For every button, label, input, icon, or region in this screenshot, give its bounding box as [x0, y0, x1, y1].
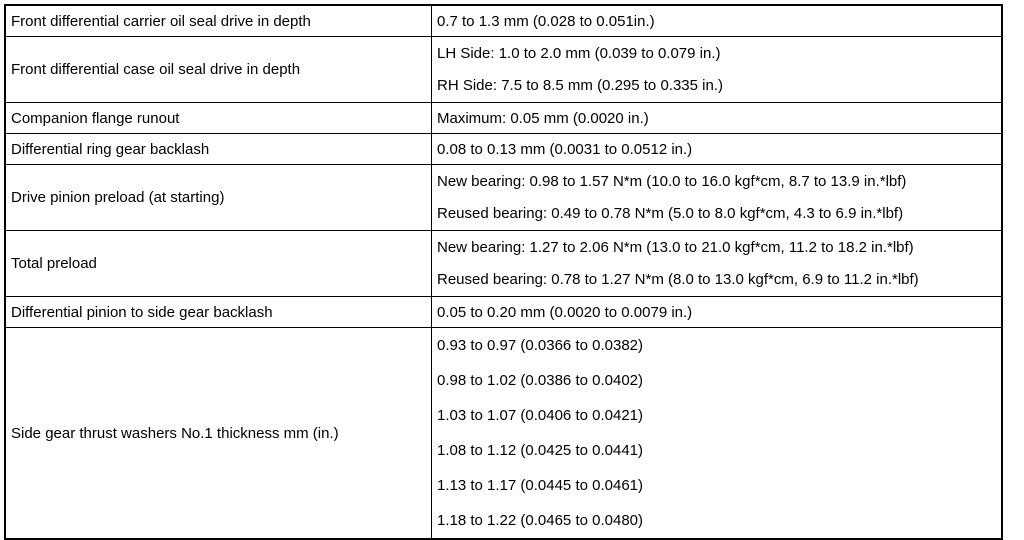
spec-value-cell — [432, 231, 1003, 297]
spec-value-cell — [432, 297, 1003, 328]
spec-value: 0.08 to 0.13 mm (0.0031 to 0.0512 in.) — [437, 140, 693, 158]
spec-value: 0.05 to 0.20 mm (0.0020 to 0.0079 in.) — [437, 303, 693, 321]
spec-value: Reused bearing: 0.78 to 1.27 N*m (8.0 to 13.0 kgf*cm, 6.9 to 11.2 in.*lbf) — [437, 271, 919, 288]
spec-value: 1.13 to 1.17 (0.0445 to 0.0461) — [437, 477, 643, 494]
spec-label: Drive pinion preload (at starting) — [5, 165, 432, 231]
table-row — [5, 103, 1002, 134]
spec-value: 1.08 to 1.12 (0.0425 to 0.0441) — [437, 442, 643, 459]
table-row — [5, 328, 1002, 540]
spec-value: 1.18 to 1.22 (0.0465 to 0.0480) — [437, 512, 643, 529]
spec-value: LH Side: 1.0 to 2.0 mm (0.039 to 0.079 in.) — [437, 45, 721, 62]
spec-value: Maximum: 0.05 mm (0.0020 in.) — [437, 109, 649, 127]
table-row — [5, 37, 1002, 103]
spec-value: 1.03 to 1.07 (0.0406 to 0.0421) — [437, 407, 643, 424]
spec-label: Front differential carrier oil seal drive in depth — [5, 5, 432, 37]
table-row — [5, 134, 1002, 165]
spec-label: Side gear thrust washers No.1 thickness mm (in.) — [5, 328, 432, 540]
spec-value: 0.98 to 1.02 (0.0386 to 0.0402) — [437, 372, 643, 389]
spec-label: Differential ring gear backlash — [5, 134, 432, 165]
spec-value: 0.93 to 0.97 (0.0366 to 0.0382) — [437, 337, 643, 354]
table-row — [5, 5, 1002, 37]
table-row — [5, 231, 1002, 297]
spec-table — [4, 4, 1003, 540]
table-row — [5, 165, 1002, 231]
spec-value: New bearing: 1.27 to 2.06 N*m (13.0 to 21.0 kgf*cm, 11.2 to 18.2 in.*lbf) — [437, 239, 914, 256]
spec-value-cell — [432, 103, 1003, 134]
spec-value-cell — [432, 134, 1003, 165]
spec-label: Differential pinion to side gear backlash — [5, 297, 432, 328]
spec-value: Reused bearing: 0.49 to 0.78 N*m (5.0 to 8.0 kgf*cm, 4.3 to 6.9 in.*lbf) — [437, 205, 904, 222]
table-row — [5, 297, 1002, 328]
spec-value-cell — [432, 5, 1003, 37]
spec-label: Front differential case oil seal drive in depth — [5, 37, 432, 103]
spec-label: Total preload — [5, 231, 432, 297]
spec-value: RH Side: 7.5 to 8.5 mm (0.295 to 0.335 in.) — [437, 77, 723, 94]
spec-value: New bearing: 0.98 to 1.57 N*m (10.0 to 16.0 kgf*cm, 8.7 to 13.9 in.*lbf) — [437, 173, 907, 190]
spec-value-cell — [432, 165, 1003, 231]
spec-value-cell — [432, 37, 1003, 103]
spec-value-cell — [432, 328, 1003, 540]
spec-value: 0.7 to 1.3 mm (0.028 to 0.051in.) — [437, 12, 655, 30]
spec-label: Companion flange runout — [5, 103, 432, 134]
